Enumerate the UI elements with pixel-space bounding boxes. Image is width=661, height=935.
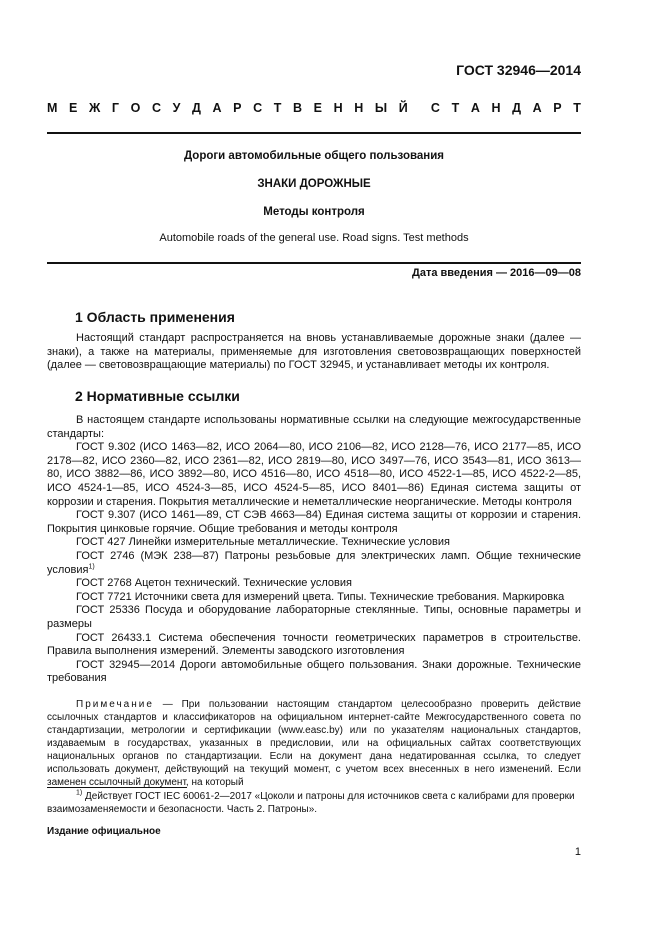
- banner-letter: Ж: [88, 101, 101, 115]
- title-rule: [47, 262, 581, 264]
- reference-item: ГОСТ 25336 Посуда и оборудование лабораторные стеклянные. Типы, основные параметры и размеры: [47, 604, 581, 630]
- banner-letter: Д: [512, 101, 521, 115]
- title-line-1: Дороги автомобильные общего пользования: [183, 150, 445, 162]
- reference-item: ГОСТ 26433.1 Система обеспечения точности геометрических параметров в строительстве. Правила выполнения измерений. Элементы заводского изготовления: [47, 631, 581, 658]
- banner-letter: Ы: [374, 101, 388, 115]
- banner-letter: Й: [398, 101, 408, 115]
- note-label: Примечание: [76, 699, 154, 710]
- reference-item: ГОСТ 9.302 (ИСО 1463—82, ИСО 2064—80, ИСО 2106—82, ИСО 2128—76, ИСО 2177—85, ИСО 2178—82, ИСО 2360—82, ИСО 2361—82, ИСО 2819—80, ИСО 3497—76, ИСО 3543—81, ИСО 3613—80, ИСО 3882—86, ИСО 3892—80, ИСО 4516—80, ИСО 4518—80, ИСО 4522-1—85, ИСО 4522-2—85, ИСО 4524-1—85, ИСО 4524-3—85, ИСО 4524-5—85, ИСО 8401—86) Единая система защиты от коррозии и старения. Покрытия металлические и неметаллические неорганические. Методы контроля: [47, 441, 581, 508]
- banner-letter: А: [532, 101, 542, 115]
- section-1-paragraph: Настоящий стандарт распространяется на вновь устанавливаемые дорожные знаки (далее — знаки), а также на материалы, применяемые для изготовления световозвращающих поверхностей (далее — световозвращающие материалы) по ГОСТ 32945, и устанавливает методы их контроля.: [47, 332, 581, 372]
- banner-letter: Т: [273, 101, 282, 115]
- banner-letter: Т: [451, 101, 460, 115]
- section-2-intro: В настоящем стандарте использованы нормативные ссылки на следующие межгосударственные стандарты:: [47, 414, 581, 440]
- note-text: — При пользовании настоящим стандартом целесообразно проверить действие ссылочных стандартов и классификаторов на официальном интернет-сайте Межгосударственного совета по стандартизации, метрологии и сертификации (www.easc.by) или по указателям национальных стандартов, издаваемым в государствах, указанных в предисловии, или на официальных сайтах соответствующих национальных органов по стандартизации. Если на документ дана недатированная ссылка, то следует использовать документ, действующий на текущий момент, с учетом всех внесенных в него изменений. Если заменен ссылочный документ, на который: [47, 699, 581, 788]
- note-paragraph: [47, 698, 581, 789]
- banner-letter: Г: [111, 101, 119, 115]
- banner-letter: У: [172, 101, 181, 115]
- footnote: [47, 790, 581, 816]
- banner-letter: А: [470, 101, 480, 115]
- footnote-mark: 1): [76, 789, 83, 797]
- reference-text: ГОСТ 2746 (МЭК 238—87) Патроны резьбовые для электрических ламп. Общие технические условия: [47, 549, 581, 576]
- banner-letter: Н: [354, 101, 364, 115]
- banner-letter: Н: [333, 101, 343, 115]
- banner-letter: Н: [491, 101, 501, 115]
- reference-item: ГОСТ 427 Линейки измерительные металлические. Технические условия: [76, 536, 450, 549]
- banner-letter: С: [430, 101, 440, 115]
- edition-label: Издание официальное: [47, 826, 161, 837]
- interstate-standard-banner: [47, 101, 581, 115]
- banner-letter: Т: [573, 101, 581, 115]
- page-number: 1: [574, 846, 581, 858]
- reference-item: ГОСТ 32945—2014 Дороги автомобильные общего пользования. Знаки дорожные. Технические требования: [47, 658, 581, 685]
- banner-letter: В: [292, 101, 303, 115]
- banner-letter: С: [151, 101, 161, 115]
- banner-letter: Р: [553, 101, 562, 115]
- banner-letter: Д: [191, 101, 201, 115]
- title-line-2: ЗНАКИ ДОРОЖНЫЕ: [257, 178, 371, 190]
- banner-letter: М: [47, 101, 58, 115]
- footnote-text: Действует ГОСТ IEC 60061-2—2017 «Цоколи и патроны для источников света с калибрами для проверки взаимозаменяемости и безопасности. Часть 2. Патроны».: [47, 791, 575, 815]
- banner-letter: Е: [313, 101, 322, 115]
- title-line-3: Методы контроля: [263, 206, 365, 218]
- reference-item: ГОСТ 7721 Источники света для измерений цвета. Типы. Технические требования. Маркировка: [76, 590, 565, 603]
- section-2-heading: 2 Нормативные ссылки: [75, 388, 240, 404]
- note-block: [47, 698, 581, 789]
- banner-letter: О: [130, 101, 141, 115]
- reference-item: ГОСТ 9.307 (ИСО 1461—89, СТ СЭВ 4663—84) Единая система защиты от коррозии и старения. Покрытия цинковые горячие. Общие требования и методы контроля: [47, 509, 581, 535]
- reference-item: ГОСТ 2768 Ацетон технический. Технические условия: [76, 577, 352, 590]
- footnote-rule: [47, 787, 187, 788]
- banner-letter: С: [253, 101, 263, 115]
- section-1-heading: 1 Область применения: [75, 309, 235, 325]
- english-title: Automobile roads of the general use. Road signs. Test methods: [159, 232, 469, 244]
- banner-letter: А: [212, 101, 222, 115]
- reference-item-with-footnote: [47, 550, 581, 577]
- footnote-marker: 1): [88, 562, 95, 570]
- banner-letter: Р: [233, 101, 242, 115]
- section-2-text: [47, 414, 581, 686]
- header-rule: [47, 132, 581, 134]
- introduction-date: Дата введения — 2016—09—08: [412, 267, 581, 279]
- document-code: ГОСТ 32946—2014: [456, 62, 581, 78]
- banner-letter: Е: [69, 101, 78, 115]
- section-1-text: [47, 332, 581, 373]
